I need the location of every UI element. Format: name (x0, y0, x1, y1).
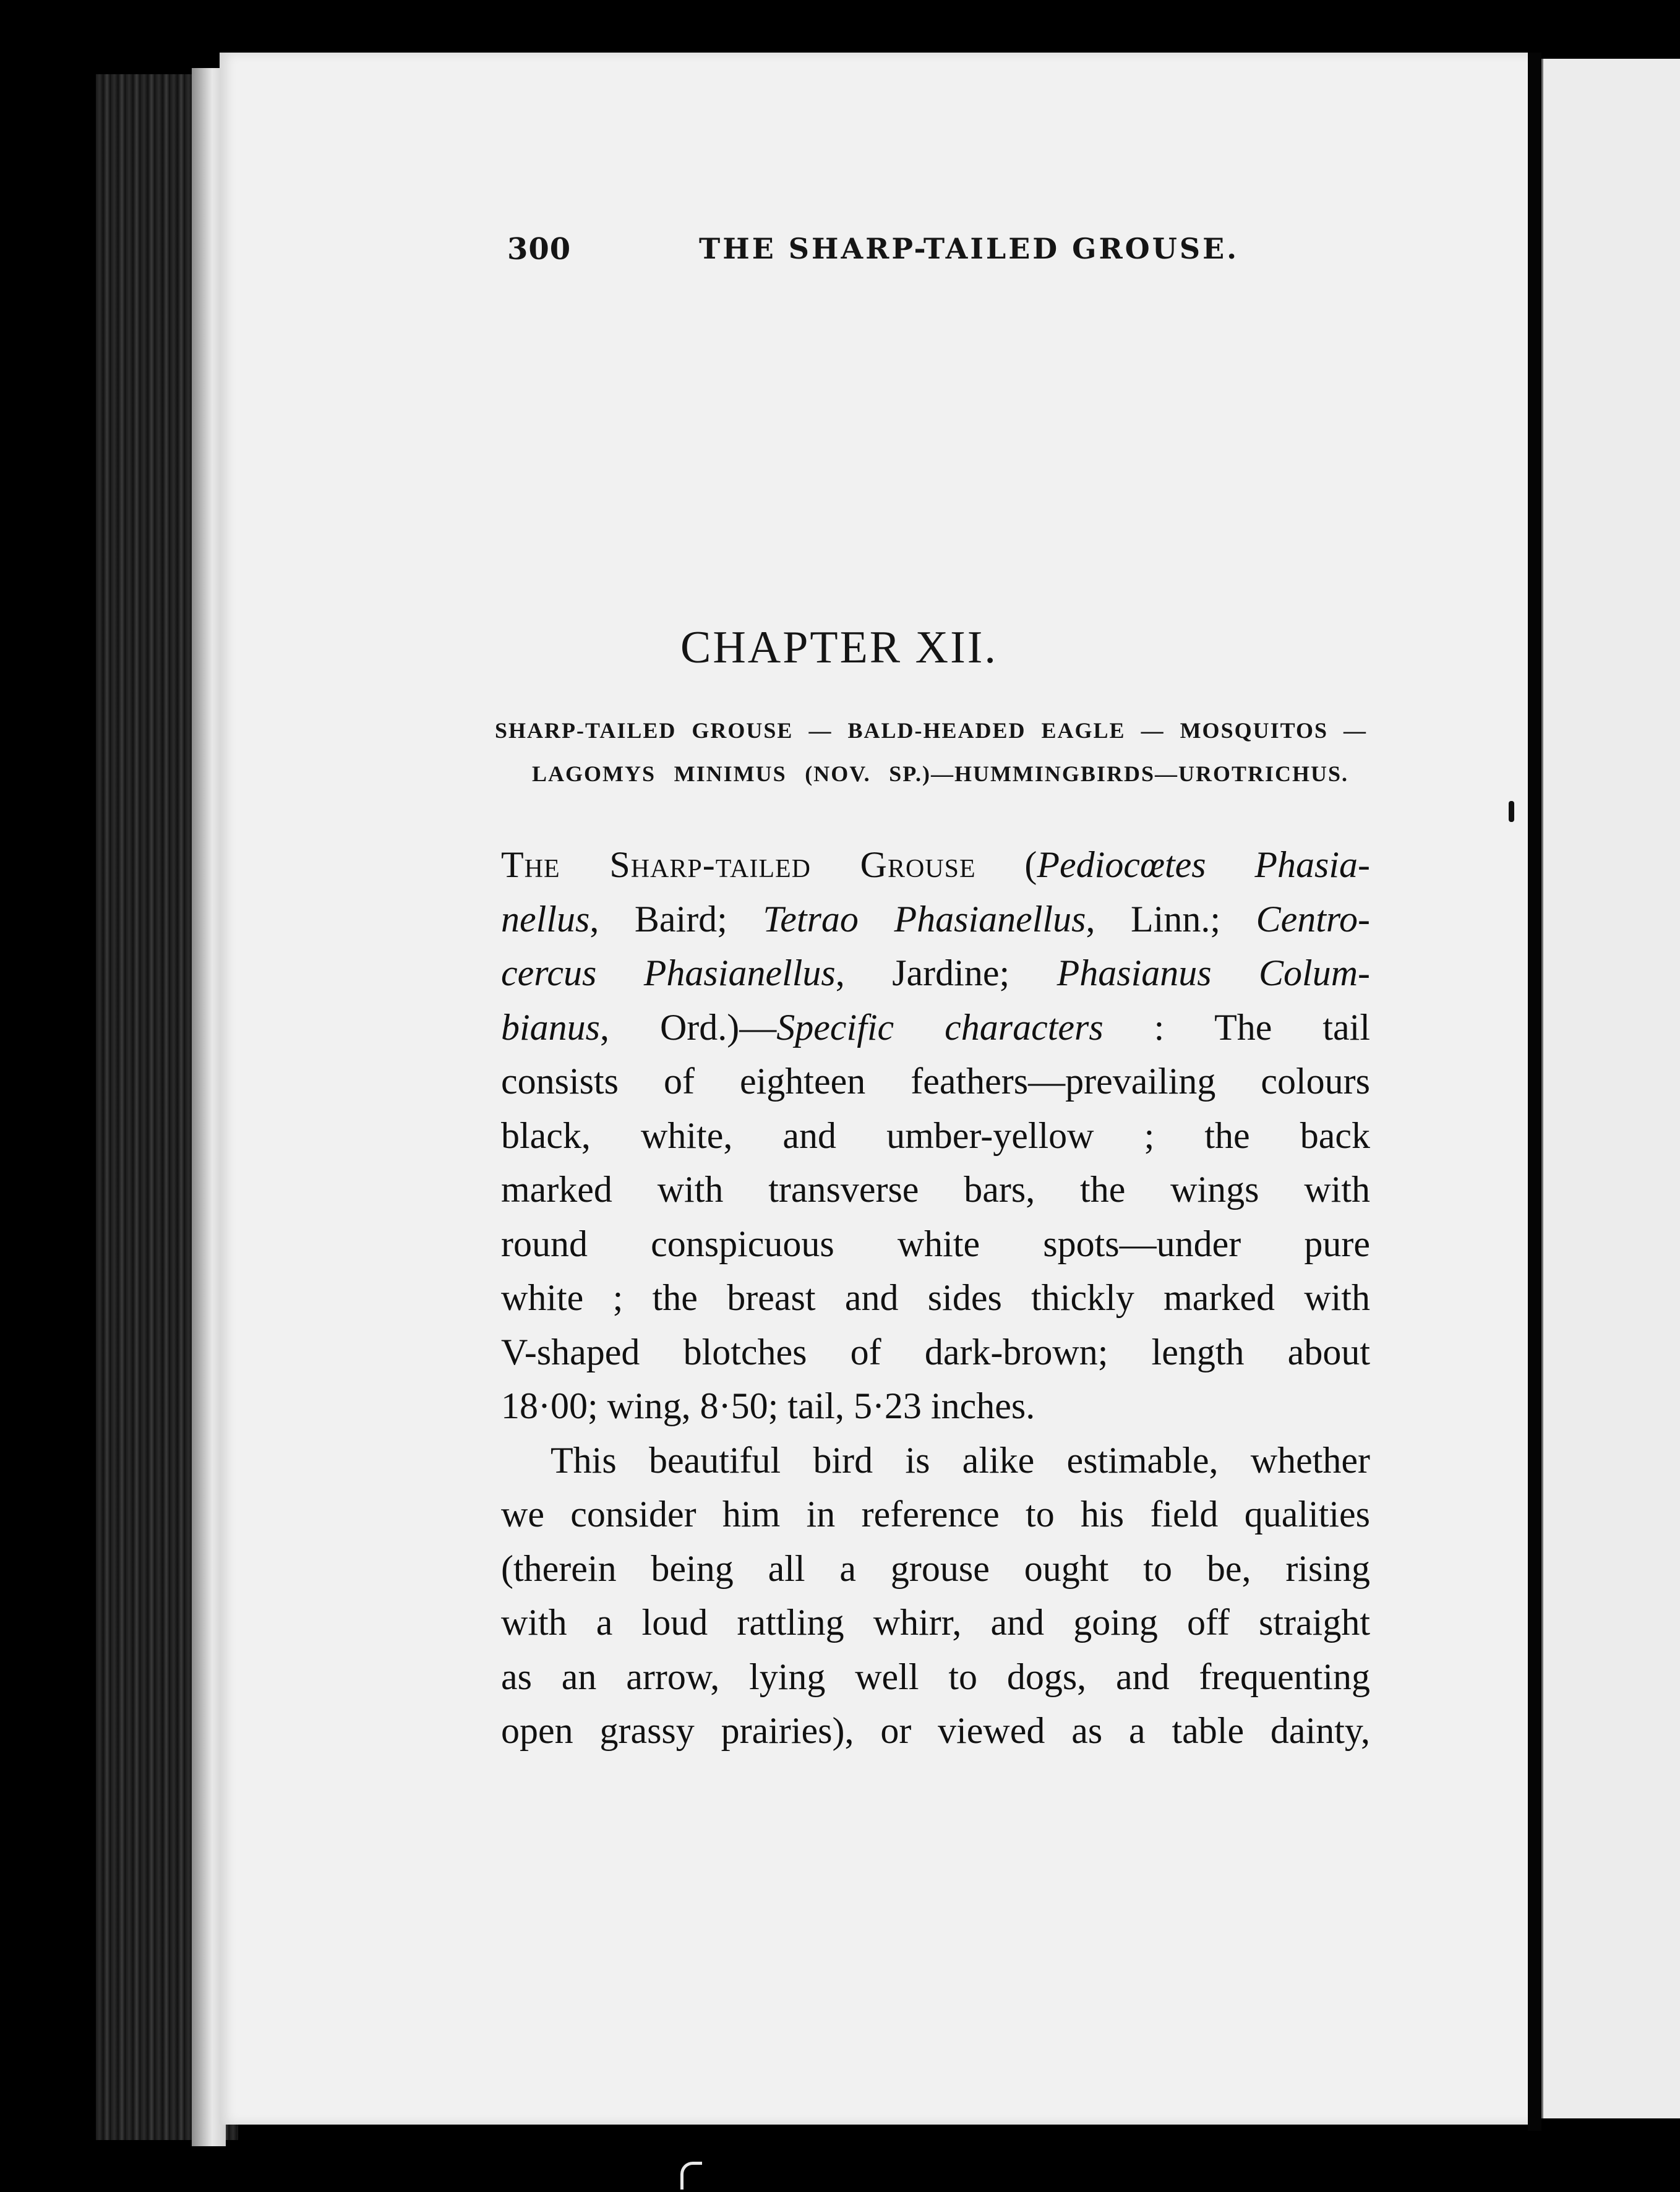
body-text (501, 838, 1370, 1758)
ink-speck (1509, 801, 1514, 822)
book-gutter (1528, 53, 1541, 2131)
paragraph-2-line-3: (therein being all a grouse ought to be, rising (501, 1548, 1370, 1589)
latin-name: cercus Phasianellus (501, 953, 836, 993)
chapter-synopsis-line-1: SHARP-TAILED GROUSE — BALD-HEADED EAGLE — MOSQUITOS — (495, 718, 1367, 743)
scan-artifact (680, 2162, 702, 2190)
paragraph-2-line-2: we consider him in reference to his field qualities (501, 1494, 1370, 1535)
paragraph-1-line-2 (501, 893, 1370, 947)
latin-name: nellus (501, 898, 590, 940)
paragraph-1-line-3 (501, 946, 1370, 1001)
paragraph-1-line-10: V-shaped blotches of dark-brown; length about (501, 1331, 1370, 1372)
italic-heading: Specific characters (776, 1006, 1104, 1048)
facing-page (1543, 59, 1680, 2118)
paragraph-2-line-5: as an arrow, lying well to dogs, and frequenting (501, 1656, 1370, 1697)
text-run: : The tail (1103, 1006, 1371, 1048)
species-name-small-caps: The Sharp-tailed Grouse (501, 844, 976, 885)
chapter-title: CHAPTER XII. (680, 622, 998, 673)
chapter-synopsis-line-2: LAGOMYS MINIMUS (NOV. SP.)—HUMMINGBIRDS—UROTRICHUS. (532, 761, 1348, 786)
running-head (507, 232, 1240, 275)
paragraph-1-line-5: consists of eighteen feathers—prevailing colours (501, 1061, 1370, 1102)
latin-name: Pediocœtes Phasia- (1037, 844, 1370, 885)
text-run: , Ord.)— (600, 1006, 777, 1048)
paragraph-2-line-1: This beautiful bird is alike estimable, whether (551, 1439, 1370, 1481)
paragraph-1-line-6: black, white, and umber-yellow ; the back (501, 1115, 1370, 1156)
text-run: , Linn.; (1086, 898, 1256, 940)
latin-name: Tetrao Phasianellus (763, 898, 1086, 940)
paragraph-1-line-8: round conspicuous white spots—under pure (501, 1223, 1370, 1264)
text-run: , Baird; (589, 898, 763, 940)
paragraph-1-line-9: white ; the breast and sides thickly marked with (501, 1277, 1370, 1318)
paragraph-2-line-4: with a loud rattling whirr, and going off straight (501, 1602, 1370, 1643)
paragraph-1-line-1 (501, 838, 1370, 893)
paragraph-1-line-11: 18·00; wing, 8·50; tail, 5·23 inches. (501, 1385, 1035, 1426)
latin-name: Phasianus Colum- (1056, 953, 1370, 993)
latin-name: bianus (501, 1006, 601, 1048)
paragraph-2-line-6: open grassy prairies), or viewed as a table dainty, (501, 1710, 1370, 1751)
page-number: 300 (507, 232, 572, 267)
latin-name: Centro- (1256, 898, 1370, 940)
paragraph-1-line-7: marked with transverse bars, the wings with (501, 1169, 1370, 1210)
running-title: THE SHARP-TAILED GROUSE. (699, 232, 1240, 265)
text-run: ( (975, 844, 1037, 885)
paragraph-1-line-4 (501, 1001, 1370, 1055)
text-run: , Jardine; (835, 953, 1057, 993)
